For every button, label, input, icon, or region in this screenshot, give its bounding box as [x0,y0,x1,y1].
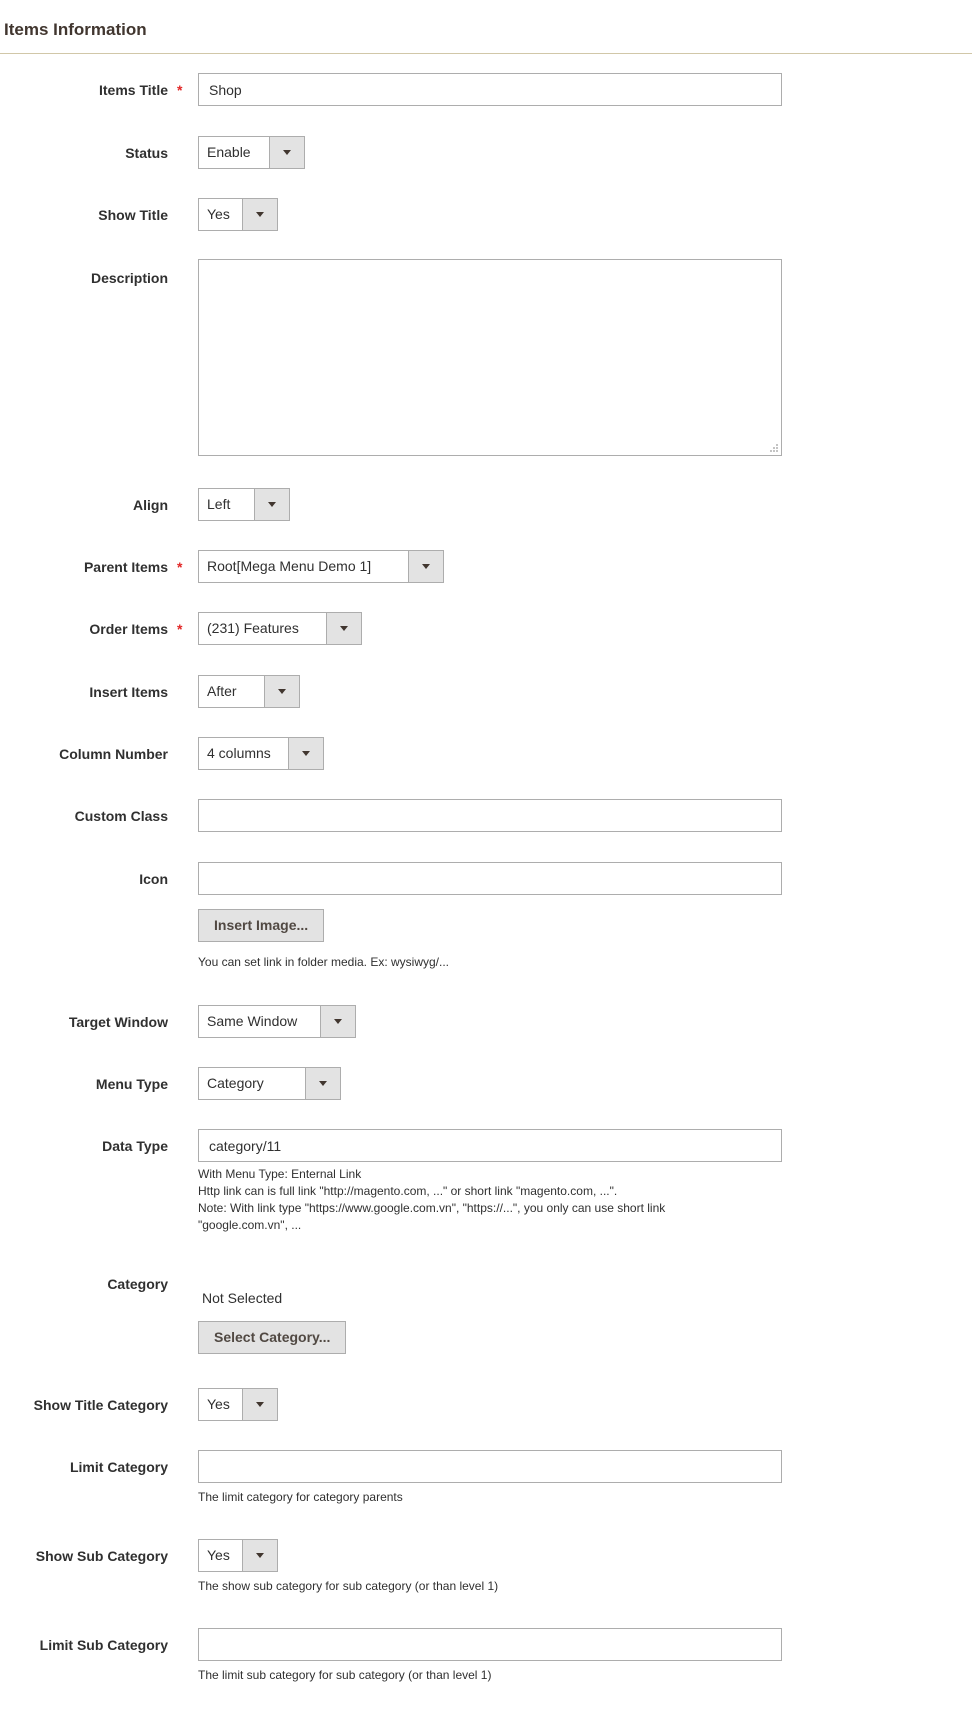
description-textarea[interactable] [198,259,782,456]
resize-grip-icon[interactable] [767,441,779,453]
target-window-select[interactable] [198,1005,356,1038]
limit-category-label: Limit Category [69,1459,168,1475]
column-number-select-value: 4 columns [207,745,271,761]
data-type-note-line: Http link can is full link "http://magento.com, ..." or short link "magento.com, ...". [198,1184,618,1198]
show-title-category-select[interactable] [198,1388,278,1421]
custom-class-label: Custom Class [74,808,168,824]
parent-items-label: Parent Items [83,559,168,575]
section-divider [0,53,972,54]
chevron-down-icon [242,1540,277,1571]
chevron-down-icon [242,1389,277,1420]
show-sub-category-note: The show sub category for sub category (or than level 1) [198,1579,499,1593]
description-label: Description [90,270,168,286]
chevron-down-icon [264,676,299,707]
parent-items-select-value: Root[Mega Menu Demo 1] [207,558,372,574]
insert-items-select[interactable] [198,675,300,708]
limit-category-note: The limit category for category parents [198,1490,403,1504]
order-items-select[interactable] [198,612,362,645]
column-number-label: Column Number [59,746,168,762]
show-title-category-select-value: Yes [207,1396,230,1412]
category-value: Not Selected [202,1290,283,1306]
chevron-down-icon [254,489,289,520]
chevron-down-icon [242,199,277,230]
column-number-select[interactable] [198,737,324,770]
show-sub-category-select-value: Yes [207,1547,230,1563]
category-label: Category [107,1276,168,1292]
align-label: Align [133,497,168,513]
align-select-value: Left [207,496,231,512]
insert-items-label: Insert Items [89,684,168,700]
section-title: Items Information [4,20,147,39]
data-type-input[interactable] [198,1129,782,1162]
order-items-label: Order Items [89,621,168,637]
status-label: Status [125,145,168,161]
show-sub-category-select[interactable] [198,1539,278,1572]
icon-label: Icon [139,871,168,887]
parent-items-select[interactable] [198,550,444,583]
show-title-label: Show Title [98,207,168,223]
status-select-value: Enable [207,144,251,160]
icon-input[interactable] [198,862,782,895]
data-type-note-line: "google.com.vn", ... [198,1218,302,1232]
select-category-button[interactable]: Select Category... [198,1321,346,1354]
data-type-note-line: Note: With link type "https://www.google.com.vn", "https://...", you only can use short link [198,1201,666,1215]
limit-sub-category-label: Limit Sub Category [39,1637,168,1653]
limit-category-input[interactable] [198,1450,782,1483]
required-marker: * [177,82,183,98]
status-select[interactable] [198,136,305,169]
chevron-down-icon [326,613,361,644]
show-title-select-value: Yes [207,206,230,222]
target-window-label: Target Window [68,1014,168,1030]
limit-sub-category-input[interactable] [198,1628,782,1661]
data-type-label: Data Type [102,1138,168,1154]
required-marker: * [177,559,183,575]
align-select[interactable] [198,488,290,521]
chevron-down-icon [288,738,323,769]
limit-sub-category-note: The limit sub category for sub category (or than level 1) [198,1668,492,1682]
chevron-down-icon [269,137,304,168]
menu-type-select[interactable] [198,1067,341,1100]
show-title-select[interactable] [198,198,278,231]
chevron-down-icon [320,1006,355,1037]
target-window-select-value: Same Window [207,1013,298,1029]
menu-type-select-value: Category [207,1075,264,1091]
custom-class-input[interactable] [198,799,782,832]
insert-image-button[interactable]: Insert Image... [198,909,324,942]
insert-items-select-value: After [207,683,237,699]
items-title-label: Items Title [99,82,168,98]
menu-type-label: Menu Type [95,1076,168,1092]
chevron-down-icon [305,1068,340,1099]
required-marker: * [177,621,183,637]
show-sub-category-label: Show Sub Category [35,1548,168,1564]
order-items-select-value: (231) Features [207,620,299,636]
data-type-note-line: With Menu Type: Enternal Link [198,1167,362,1181]
show-title-category-label: Show Title Category [33,1397,168,1413]
chevron-down-icon [408,551,443,582]
icon-note: You can set link in folder media. Ex: wysiwyg/... [198,955,450,969]
items-title-input[interactable] [198,73,782,106]
